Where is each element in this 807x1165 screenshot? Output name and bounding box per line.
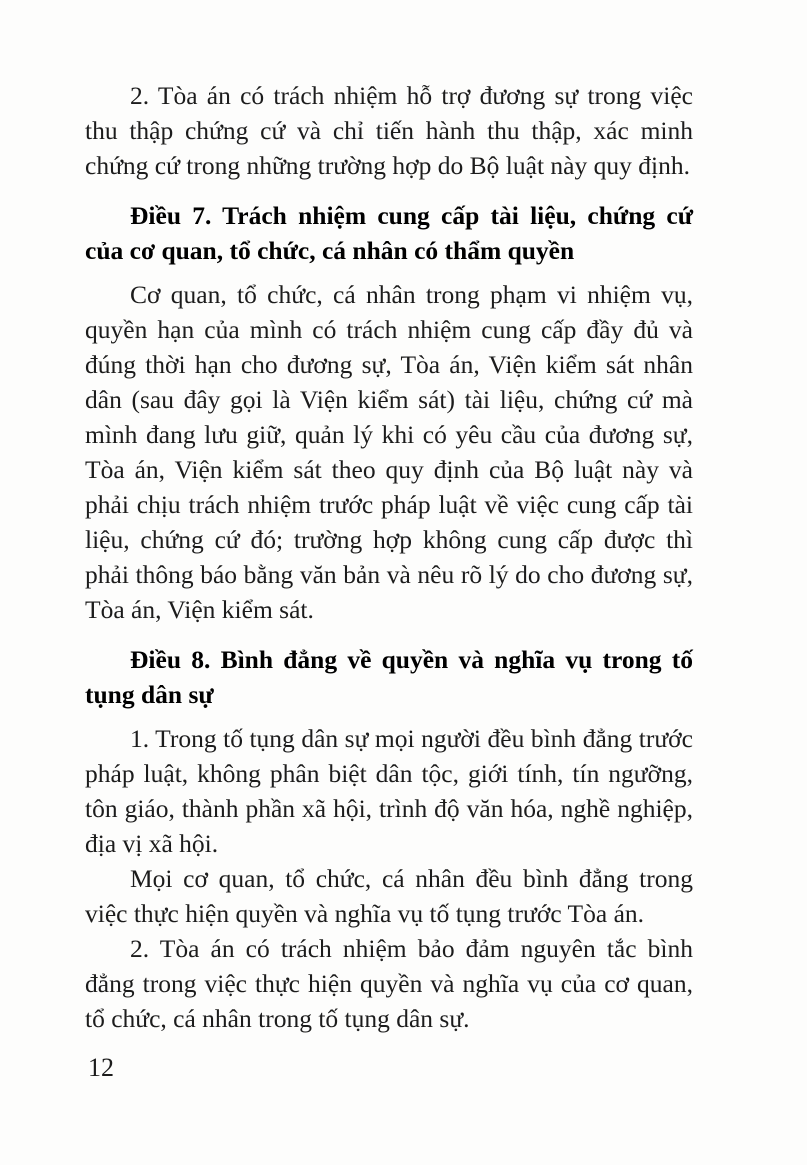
paragraph-article6-clause2: 2. Tòa án có trách nhiệm hỗ trợ đương sự trong việc thu thập chứng cứ và chỉ tiến hành thu thập, xác minh chứng cứ trong những trường hợp do Bộ luật này quy định.: [85, 81, 693, 180]
article-8-heading: Điều 8. Bình đẳng về quyền và nghĩa vụ trong tố tụng dân sự: [85, 645, 693, 709]
paragraph-article7-body: Cơ quan, tổ chức, cá nhân trong phạm vi nhiệm vụ, quyền hạn của mình có trách nhiệm cung cấp đầy đủ và đúng thời hạn cho đương sự, Tòa án, Viện kiểm sát nhân dân (sau đây gọi là Viện kiểm sát) tài liệu, chứng cứ mà mình đang lưu giữ, quản lý khi có yêu cầu của đương sự, Tòa án, Viện kiểm sát theo quy định của Bộ luật này và phải chịu trách nhiệm trước pháp luật về việc cung cấp tài liệu, chứng cứ đó; trường hợp không cung cấp được thì phải thông báo bằng văn bản và nêu rõ lý do cho đương sự, Tòa án, Viện kiểm sát.: [85, 280, 693, 624]
paragraph-article8-clause1: 1. Trong tố tụng dân sự mọi người đều bình đẳng trước pháp luật, không phân biệt dân tộc, giới tính, tín ngưỡng, tôn giáo, thành phần xã hội, trình độ văn hóa, nghề nghiệp, địa vị xã hội.: [85, 724, 693, 858]
paragraph-article8-clause1b: Mọi cơ quan, tổ chức, cá nhân đều bình đẳng trong việc thực hiện quyền và nghĩa vụ tố tụng trước Tòa án.: [85, 864, 693, 928]
page-number: 12: [88, 1053, 114, 1082]
paragraph-article8-clause2: 2. Tòa án có trách nhiệm bảo đảm nguyên tắc bình đẳng trong việc thực hiện quyền và nghĩa vụ của cơ quan, tổ chức, cá nhân trong tố tụng dân sự.: [85, 934, 693, 1033]
body-text-column: [85, 78, 693, 1036]
article-7-heading: Điều 7. Trách nhiệm cung cấp tài liệu, chứng cứ của cơ quan, tổ chức, cá nhân có thẩm quyền: [85, 201, 693, 265]
